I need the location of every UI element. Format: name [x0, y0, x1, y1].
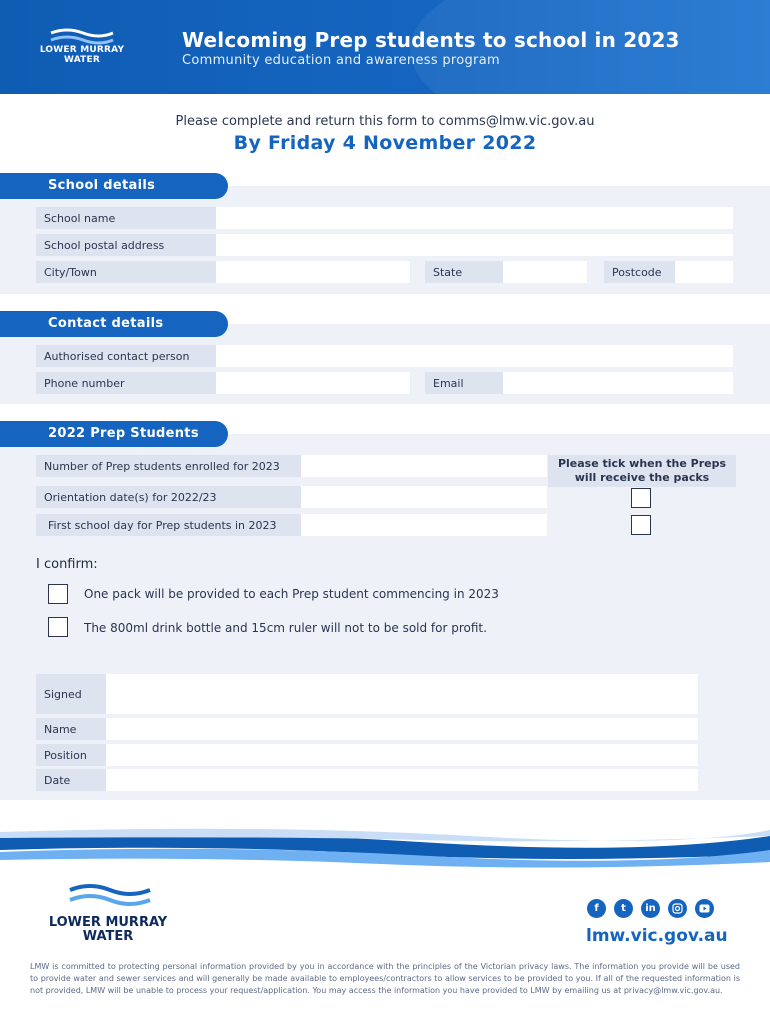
footer-logo-line2: WATER	[82, 929, 134, 944]
confirm-pack-checkbox[interactable]	[48, 584, 68, 604]
position-label: Position	[36, 744, 106, 766]
wave-logo-icon	[47, 27, 117, 45]
contact-person-label: Authorised contact person	[36, 345, 216, 367]
orientation-field[interactable]	[301, 486, 547, 508]
school-address-field[interactable]	[216, 234, 733, 256]
postcode-field[interactable]	[675, 261, 733, 283]
date-field[interactable]	[106, 769, 698, 791]
city-label: City/Town	[36, 261, 216, 283]
contact-person-field[interactable]	[216, 345, 733, 367]
enrolled-label: Number of Prep students enrolled for 2023	[36, 455, 301, 477]
footer-logo	[48, 880, 168, 950]
email-label: Email	[425, 372, 503, 394]
signed-label: Signed	[36, 674, 106, 714]
footer-wave-decoration	[0, 820, 770, 880]
header-logo	[14, 14, 150, 78]
youtube-icon[interactable]	[695, 899, 714, 918]
confirm-not-for-profit-checkbox[interactable]	[48, 617, 68, 637]
confirm-title: I confirm:	[36, 557, 98, 572]
first-day-label: First school day for Prep students in 2023	[36, 514, 301, 536]
page-title: Welcoming Prep students to school in 2023	[182, 28, 680, 52]
school-address-label: School postal address	[36, 234, 216, 256]
orientation-label: Orientation date(s) for 2022/23	[36, 486, 301, 508]
signature-field[interactable]	[106, 674, 698, 714]
footer-logo-line1: LOWER MURRAY	[48, 915, 168, 930]
school-name-field[interactable]	[216, 207, 733, 229]
header-banner	[0, 0, 770, 94]
linkedin-icon[interactable]: in	[641, 899, 660, 918]
prep-students-tab: 2022 Prep Students	[0, 421, 228, 447]
confirm-not-for-profit-text: The 800ml drink bottle and 15cm ruler will not to be sold for profit.	[84, 621, 487, 635]
wave-logo-icon	[60, 880, 156, 912]
instagram-icon[interactable]	[668, 899, 687, 918]
header-logo-line1: LOWER MURRAY	[39, 45, 125, 55]
header-logo-line2: WATER	[63, 55, 100, 65]
facebook-icon[interactable]: f	[587, 899, 606, 918]
twitter-icon[interactable]: t	[614, 899, 633, 918]
website-link[interactable]: lmw.vic.gov.au	[586, 926, 728, 946]
state-field[interactable]	[503, 261, 587, 283]
city-field[interactable]	[216, 261, 410, 283]
first-day-tick-checkbox[interactable]	[631, 515, 651, 535]
position-field[interactable]	[106, 744, 698, 766]
date-label: Date	[36, 769, 106, 791]
contact-details-tab: Contact details	[0, 311, 228, 337]
state-label: State	[425, 261, 503, 283]
name-label: Name	[36, 718, 106, 740]
postcode-label: Postcode	[604, 261, 675, 283]
email-field[interactable]	[503, 372, 733, 394]
deadline: By Friday 4 November 2022	[233, 132, 537, 154]
page-subtitle: Community education and awareness program	[182, 53, 500, 68]
orientation-tick-checkbox[interactable]	[631, 488, 651, 508]
phone-field[interactable]	[216, 372, 410, 394]
school-details-tab: School details	[0, 173, 228, 199]
phone-label: Phone number	[36, 372, 216, 394]
enrolled-field[interactable]	[301, 455, 547, 477]
school-name-label: School name	[36, 207, 216, 229]
confirm-pack-text: One pack will be provided to each Prep student commencing in 2023	[84, 587, 499, 601]
tick-heading: Please tick when the Preps will receive the packs	[548, 455, 736, 487]
privacy-disclaimer: LMW is committed to protecting personal information provided by you in accordance with the principles of the Victorian privacy laws. The information you provide will be used to provide water and sewer services and will generally be made available to employees/contractors to allow services to be provided to you. If all of the requested information is not provided, LMW will be unable to process your request/application. You may access the information you have provided to LMW by emailing us at privacy@lmw.vic.gov.au.	[30, 962, 740, 995]
return-instruction: Please complete and return this form to comms@lmw.vic.gov.au	[175, 114, 595, 129]
first-day-field[interactable]	[301, 514, 547, 536]
name-field[interactable]	[106, 718, 698, 740]
